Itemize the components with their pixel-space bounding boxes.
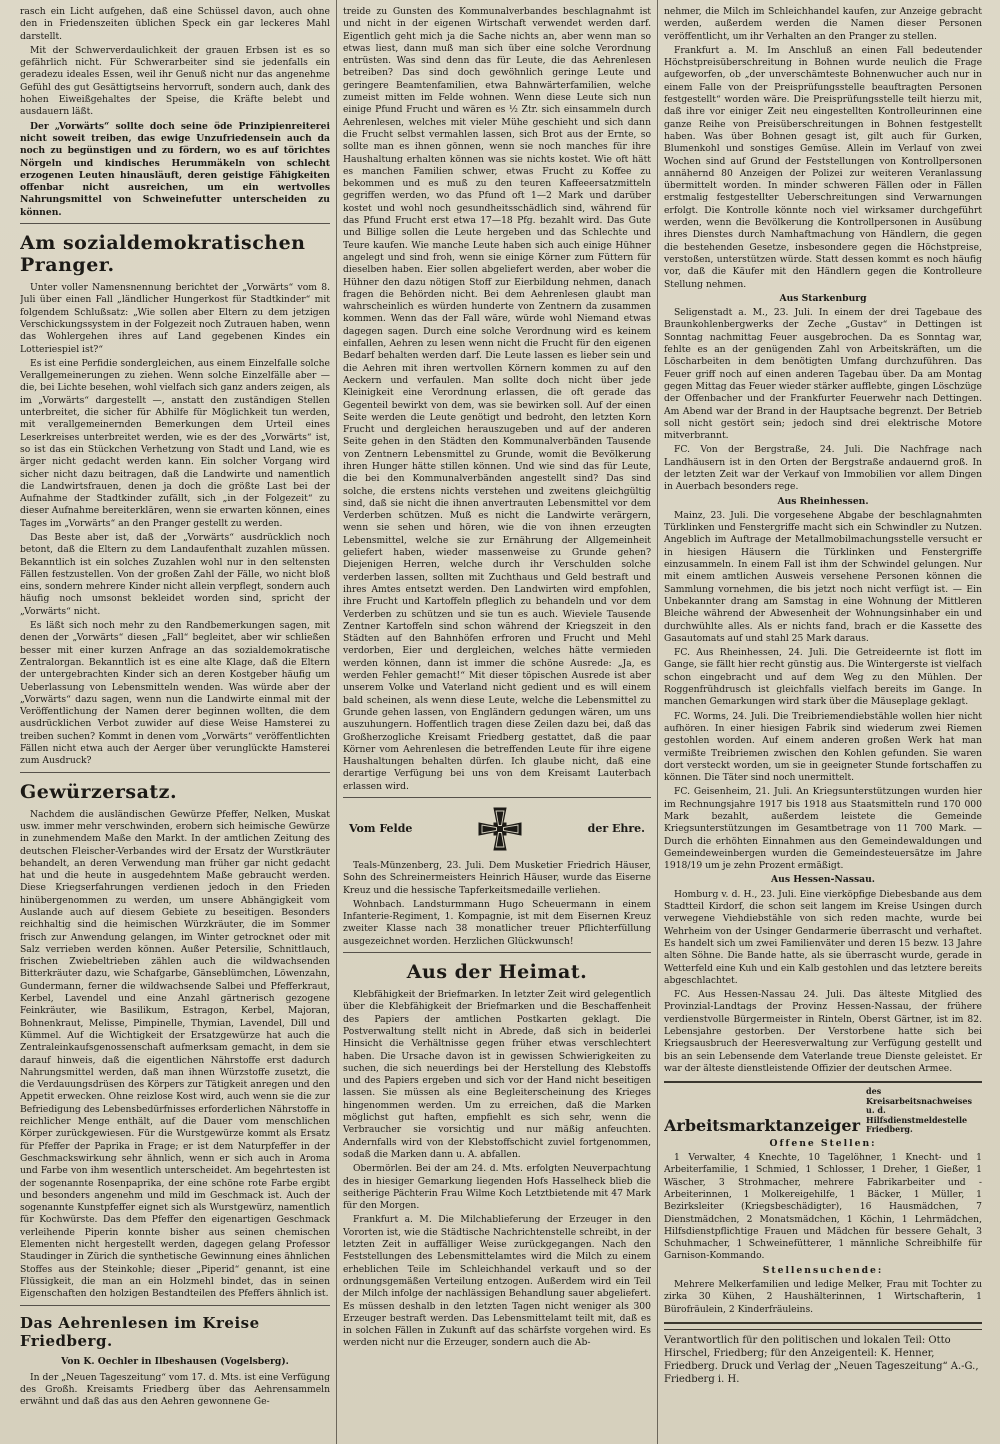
column-left <box>20 6 330 1436</box>
ad-section-heading: Stellensuchende: <box>762 1264 884 1276</box>
paragraph: Frankfurt a. M. Im Anschluß an einen Fall bedeutender Höchstpreisüberschreitung in Bohnen wurde neulich die Frage aufgeworfen, ob „der unverschämteste Bohnenwucher auch nur in einem Falle von der Preisprüfungsstelle beauftragten Personen festgestellt“ worden wäre. Die Preisprüfungsstelle teilt hierzu mit, daß ihre vor einiger Zeit neu eingestellten Kontrolleurinnen eine ganze Reihe von Preisüberschreitungen in Bohnen festgestellt haben. Was über Bohnen gesagt ist, gilt auch für Gurken, Blumenkohl und sonstiges Gemüse. Allein im Verlauf von zwei Wochen sind auf Grund der Feststellungen von Kontrollpersonen annähernd 80 Anzeigen der Polizei zur weiteren Veranlassung übermittelt worden. In minder schweren Fällen oder in Fällen erstmalig festgestellter Ueberschreitungen sind Verwarnungen erfolgt. Die Kontrolle könnte noch viel wirksamer durchgeführt werden, wenn die Bevölkerung die Kontrollpersonen in Ausübung ihres Dienstes durch Namhaftmachung von Händlern, die gegen die bestehenden Gesetze, insbesondere gegen die Höchstpreise, verstoßen, unterstützen würde. Statt dessen kommt es noch häufig vor, daß die Käufer mit den Händlern gegen die Kontrolleure Stellung nehmen. <box>664 44 982 290</box>
paragraph: FC. Von der Bergstraße, 24. Juli. Die Nachfrage nach Landhäusern ist in den Orten der Bergstraße andauernd groß. In der letzten Zeit war der Verkauf von Immobilien vor allem Dingen in Auerbach besonders rege. <box>664 444 982 493</box>
column-divider <box>336 0 337 1444</box>
ad-subtitle-line: des Kreisarbeitsnachweises u. d. <box>866 1086 972 1116</box>
paragraph: Der „Vorwärts“ sollte doch seine öde Prinzipienreiterei nicht soweit treiben, das ewige Unzufriedensein auch da noch zu begünstigen und zu fördern, wo es auf törichtes Nörgeln und kindisches Herummäkeln von schlecht erzogenen Leuten hinausläuft, deren geistige Fähigkeiten offenbar nicht ausreichen, um ein wertvolles Nahrungsmittel von Schweinefutter unterscheiden zu können. <box>20 120 330 218</box>
ad-paragraph: Mehrere Melkerfamilien und ledige Melker, Frau mit Tochter zu zirka 30 Kühen, 2 Haushälterinnen, 1 Wirtschafterin, 1 Bürofräulein, 2 Kinderfräuleins. <box>664 1279 982 1315</box>
ad-subtitle <box>866 1087 982 1135</box>
section-rule <box>20 223 330 224</box>
ad-subtitle-line: Hilfsdienstmeldestelle Friedberg. <box>866 1114 968 1135</box>
paragraph: FC. Aus Hessen-Nassau 24. Juli. Das älteste Mitglied des Provinzial-Landtags der Provinz Hessen-Nassau, der frühere verdienstvolle Bürgermeister in Rinteln, Oberst Gärtner, ist im 82. Lebensjahre gestorben. Der Verstorbene hatte sich bei Kriegsausbruch der Heeresverwaltung zur Verfügung gestellt und bis an sein Lebensende dem Vaterlande treue Dienste geleistet. Er war der älteste dienstleistende Offizier der deutschen Armee. <box>664 989 982 1074</box>
paragraph: FC. Worms, 24. Juli. Die Treibriemendiebstähle wollen hier nicht aufhören. In einer hiesigen Fabrik sind wiederum zwei Riemen gestohlen worden. Auf einem anderen großen Werk hat man vermißte Treibriemen zwischen den Kohlen gefunden. Sie waren dort versteckt worden, um sie in geeigneter Stunde fortschaffen zu können. Die Täter sind noch unermittelt. <box>664 710 982 784</box>
paragraph: In der „Neuen Tageszeitung“ vom 17. d. Mts. ist eine Verfügung des Großh. Kreisamts Friedberg über das Aehrensammeln erwähnt und daß das aus den Aehren gewonnene Ge- <box>20 1371 330 1408</box>
paragraph: Homburg v. d. H., 23. Juli. Eine vierköpfige Diebesbande aus dem Stadtteil Kirdorf, die schon seit langem im Kreise Usingen durch verwegene Viehdiebstähle von sich reden machte, wurde bei Wehrheim von der Usinger Gendarmerie überrascht und verhaftet. Es handelt sich um zwei Familienväter und deren 15 bezw. 13 Jahre alten Söhne. Die Bande hatte, als sie überrascht wurde, gerade in Wetterfeld eine Kuh und ein Kalb gestohlen und das letztere bereits abgeschlachtet. <box>664 888 982 986</box>
paragraph: Frankfurt a. M. Die Milchablieferung der Erzeuger in den Vororten ist, wie die Städtische Nachrichtenstelle schreibt, in der letzten Zeit in auffälliger Weise zurückgegangen. Nach den Feststellungen des Lebensmittelamtes wird die Milch zu einem erheblichen Teile im Schleichhandel verkauft und so der ordnungsgemäßen Verteilung entzogen. Außerdem wird ein Teil der Milch infolge der nachlässigen Behandlung sauer abgeliefert. Es müssen deshalb in den letzten Tagen nicht weniger als 300 Erzeuger bestraft werden. Das Lebensmittelamt teilt mit, daß es in solchen Fällen in Zukunft auf das schärfste vorgehen wird. Es werden nicht nur die Erzeuger, sondern auch die Ab- <box>343 1214 651 1349</box>
paragraph: Das Beste aber ist, daß der „Vorwärts“ ausdrücklich noch betont, daß die Eltern zu dem Landaufenthalt zuzahlen müssen. Bekanntlich ist ein solches Zuzahlen wohl nur in den seltensten Fällen festzustellen. Von der großen Zahl der Fälle, wo nicht bloß eins, sondern mehrere Kinder nicht allein verpflegt, sondern auch häufig noch umsonst bekleidet worden sind, spricht der „Vorwärts“ nicht. <box>20 531 330 617</box>
iron-cross-icon <box>477 806 523 852</box>
headline-aus-der-heimat: Aus der Heimat. <box>406 961 588 984</box>
column-right <box>664 6 982 1436</box>
paragraph: treide zu Gunsten des Kommunalverbandes beschlagnahmt ist und nicht in der eigenen Wirtschaft verwendet werden darf. Eigentlich geht mich ja die Sache nichts an, aber wenn man so etwas liest, dann muß man sich über eine solche Verordnung entrüsten. Was sind denn das für Leute, die das Aehrenlesen betreiben? Das sind doch gewöhnlich geringe Leute und geringere Beamtenfamilien, etwa Bahnwärterfamilien, welche zumeist mitten im Felde wohnen. Wenn diese Leute sich nun einige Pfund Frucht und wären es ½ Ztr. sich einsammeln durch Aehrenlesen, welches mit vieler Mühe geschieht und sich dann die Frucht selbst vermahlen lassen, sich Brot aus der Ernte, so sollte man es ihnen gönnen, wenn sie noch manches für ihre Haushaltung erhalten können was sie nichts kostet. Wie oft hätt es manchen Familien schwer, etwas Frucht zu Koffee zu bekommen und es muß zu den teuren Kaffeeersatzmitteln gegriffen werden, wo das Pfund oft 1—2 Mark und darüber kostet und wohl noch gesundheitsschädlich sind, während für das Pfund Frucht erst etwa 17—18 Pfg. bezahlt wird. Das Gute und Billige sollen die Leute hergeben und das Schlechte und Teure kaufen. Wie manche Leute haben sich auch einige Hühner angelegt und sind froh, wenn sie einige Körner zum Füttern für dieselben haben. Eier sollen abgeliefert werden, aber wober die Hühner den dazu nötigen Stoff zur Eierbildung nehmen, danach fragen die Behörden nicht. Bei dem Aehrenlesen glaubt man wahrscheinlich es würden hunderte von Zentnern da zusammen kommen. Wenn das der Fall wäre, würde wohl Niemand etwas dagegen sagen. Durch eine solche Verordnung wird es keinem einfallen, Aehren zu lesen wenn nicht die Frucht für den eigenen Bedarf behalten werden darf. Die Leute lassen es lieber sein und die Aehren mit ihren wertvollen Körnern kommen zu auf den Aeckern und verfaulen. Man sollte doch nicht über jede Kleinigkeit eine Verordnung erlassen, die oft gerade das Gegenteil bewirkt von dem, was sie bewirken soll. Auf der einen Seite werden die Leute genötigt und bedroht, den letzten Korn Frucht und dergleichen herauszugeben und auf der anderen Seite gehen in den Städten den Kommunalverbänden Tausende von Zentnern Lebensmittel zu Grunde, womit die Bevölkerung ihren Hunger hätte stillen können. Und wie sind das für Leute, die bei den Kommunalverbänden angestellt sind? Das sind solche, die erstens nichts verstehen und zweitens gleichgültig sind, daß sie nicht die ihnen anvertrauten Lebensmittel vor dem Verderben schützen. Muß es nicht die Landwirte verärgern, wenn sie sehen und hören, wie die von ihnen erzeugten Lebensmittel, welche sie zur Ernährung der Allgemeinheit geliefert haben, wieder massenweise zu Grunde gehen? Diejenigen Herren, welche durch ihr Verschulden solche verderben lassen, sollten mit Zuchthaus und Geld bestraft und ihres Amtes entsetzt werden. Den Landwirten wird empfohlen, ihre Frucht und Kartoffeln pfleglich zu behandeln und vor dem Verderben zu schützen und sie tun es auch. Wieviele Tausende Zentner Kartoffeln sind schon während der Kriegszeit in den Städten auf den Bahnhöfen erfroren und Frucht und Mehl verdorben, Eier und dergleichen, welches hätte vermieden werden können, dann ist immer die schöne Ausrede: „Ja, es werden Fehler gemacht!“ Mit dieser töpischen Ausrede ist aber unserem Volke und Vaterland nicht gedient und es will einem bald scheinen, als wenn diese Leute, welche die Lebensmittel zu Grunde gehen lassen, von Engländern gedungen wären, um uns auszuhungern. Hoffentlich tragen diese Zeilen dazu bei, daß das Großherzogliche Kreisamt Friedberg gestattet, daß die paar Körner vom Aehrenlesen die betreffenden Leute für ihre eigene Haushaltungen behalten dürfen. Ich glaube nicht, daß eine derartige Verfügung bei uns von dem Kreisamt Lauterbach erlassen wird. <box>343 6 651 792</box>
section-header-feld-der-ehre <box>349 806 645 852</box>
headline-gewuerzersatz: Gewürzersatz. <box>20 780 178 803</box>
paragraph: FC. Aus Rheinhessen, 24. Juli. Die Getreideernte ist flott im Gange, sie fällt hier recht günstig aus. Die Wintergerste ist vielfach schon eingebracht und auf dem Weg zu den Mühlen. Der Roggenfrühdrusch ist gleichfalls vielfach bereits im Gange. In manchen Gemarkungen wird stark über die Mäuseplage geklagt. <box>664 647 982 708</box>
section-rule <box>20 772 330 773</box>
section-rule <box>343 952 651 953</box>
paragraph: nehmer, die Milch im Schleichhandel kaufen, zur Anzeige gebracht werden, außerdem werden die Namen dieser Personen veröffentlicht, um ihr Verhalten an den Pranger zu stellen. <box>664 6 982 42</box>
headline-pranger: Am sozialdemokratischen Pranger. <box>20 232 306 277</box>
column-middle <box>343 6 651 1436</box>
ad-title: Arbeitsmarktanzeiger <box>664 1115 861 1135</box>
headline-aehrenlesen: Das Aehrenlesen im Kreise Friedberg. <box>20 1313 260 1350</box>
paragraph: Mainz, 23. Juli. Die vorgesehene Abgabe der beschlagnahmten Türklinken und Fenstergriffe macht sich ein Schwindler zu Nutzen. Angeblich im Auftrage der Metallmobilmachungsstelle versucht er in hiesigen Häusern die Türklinken und Fenstergriffe einzusammeln. In einem Fall ist ihm der Schwindel gelungen. Nur mit einem amtlichen Ausweis versehene Personen können die Sammlung vornehmen, die bis jetzt noch nicht verfügt ist. — Ein Unbekannter drang am Samstag in eine Wohnung der Mittleren Bleiche während der Abwesenheit der Wohnungsinhaber ein und durchwühlte alles. Als er nichts fand, brach er die Kassette des Gasautomats auf und stahl 25 Mark daraus. <box>664 509 982 644</box>
section-rule <box>343 797 651 798</box>
paragraph: Klebfähigkeit der Briefmarken. In letzter Zeit wird gelegentlich über die Klebfähigkeit der Briefmarken und die Beschaffenheit des Papiers der amtlichen Postkarten geklagt. Die Postverwaltung stellt nicht in Abrede, daß sich in beiderlei Hinsicht die Verhältnisse gegen früher etwas verschlechtert haben. Die Ursache davon ist in gewissen Schwierigkeiten zu suchen, die sich neuerdings bei der Herstellung des Klebstoffs und des Papiers ergeben und sich vor der Hand nicht beseitigen lassen. Sie müssen als eine Begleiterscheinung des Krieges hingenommen werden. Um zu erreichen, daß die Marken möglichst gut haften, empfiehlt es sich sehr, wenn die Verbraucher sie vorsichtig und nur mäßig anfeuchten. Andernfalls wird von der Klebstoffschicht zuviel fortgenommen, sodaß die Marken dann u. A. abfallen. <box>343 989 651 1160</box>
section-header-left: Vom Felde <box>349 821 413 835</box>
paragraph: Wohnbach. Landsturmmann Hugo Scheuermann in einem Infanterie-Regiment, 1. Kompagnie, ist mit dem Eisernen Kreuz zweiter Klasse nach 38 monatlicher treuer Pflichterfüllung ausgezeichnet worden. Herzlichen Glückwunsch! <box>343 898 651 947</box>
ad-header <box>664 1087 982 1135</box>
paragraph: Seligenstadt a. M., 23. Juli. In einem der drei Tagebaue des Braunkohlenbergwerks der Zeche „Gustav“ in Dettingen ist Sonntag nachmittag Feuer ausgebrochen. Da es Sonntag war, fehlte es an der genügenden Zahl von Arbeitskräften, um die Löscharbeiten in dem benötigten Umfang durchzuführen. Das Feuer griff noch auf einen anderen Tagebau über. Da am Montag gegen Mittag das Feuer wieder stärker aufflebte, gingen Löschzüge der Offenbacher und der Frankfurter Feuerwehr nach Dettingen. Am Abend war der Brand in der Hauptsache begrenzt. Der Betrieb soll nicht gestört sein; jedoch sind drei elektrische Motore mitverbrannt. <box>664 307 982 442</box>
ad-paragraph: 1 Verwalter, 4 Knechte, 10 Tagelöhner, 1 Knecht- und 1 Arbeiterfamilie, 1 Schmied, 1 Schlosser, 1 Dreher, 1 Gießer, 1 Wäscher, 3 Strohmacher, mehrere Fabrikarbeiter und -Arbeiterinnen, 1 Molkereigehilfe, 1 Bäcker, 1 Müller, 1 Bezirksleiter (Kriegsbeschädigter), 16 Hausmädchen, 7 Dienstmädchen, 2 Monatsmädchen, 1 Köchin, 1 Lehrmädchen, Hilfsdienstpflichtige Frauen und Mädchen für bessere Gehalt, 3 Schuhmacher, 1 Schweinefütterer, 1 männliche Schreibhilfe für Garnison-Kommando. <box>664 1152 982 1262</box>
region-heading: Aus Hessen-Nassau. <box>771 874 875 886</box>
ad-section-heading: Offene Stellen: <box>769 1137 877 1149</box>
section-rule <box>20 1305 330 1306</box>
section-header-right: der Ehre. <box>587 821 645 835</box>
column-divider <box>657 0 658 1444</box>
paragraph: Es läßt sich noch mehr zu den Randbemerkungen sagen, mit denen der „Vorwärts“ diesen „Fall“ begleitet, aber wir schließen besser mit einer kurzen Anfrage an das sozialdemokratische Zentralorgan. Bekanntlich ist es eine alte Klage, daß die Eltern der untergebrachten Kinder sich an deren Kostgeber häufig um Ueberlassung von Lebensmitteln wenden. Was würde aber der „Vorwärts“ dazu sagen, wenn nun die Landwirte einmal mit der Veröffentlichung der Namen derer beginnen wollten, die dem ausdrücklichen Verbot zuwider auf diese Weise Hamsterei zu treiben suchen? Kommt in denen vom „Vorwärts“ veröffentlichten Fällen nicht etwa auch der Aerger über verunglückte Hamsterei zum Ausdruck? <box>20 620 330 767</box>
imprint: Verantwortlich für den politischen und lokalen Teil: Otto Hirschel, Friedberg; für den Anzeigenteil: K. Henner, Friedberg. Druck und Verlag der „Neuen Tageszeitung“ A.-G., Friedberg i. H. <box>664 1329 982 1386</box>
paragraph: Obermörlen. Bei der am 24. d. Mts. erfolgten Neuverpachtung des in hiesiger Gemarkung liegenden Hofs Hasselheck blieb die seitherige Pächterin Frau Wilme Koch Letztbietende mit 47 Mark für den Morgen. <box>343 1163 651 1212</box>
paragraph: Teals-Münzenberg, 23. Juli. Dem Musketier Friedrich Häuser, Sohn des Schreinermeisters Heinrich Häuser, wurde das Eiserne Kreuz und die hessische Tapferkeitsmedaille verliehen. <box>343 860 651 896</box>
paragraph: rasch ein Licht aufgehen, daß eine Schüssel davon, auch ohne den in Friedenszeiten üblichen Speck ein gar leckeres Mahl darstellt. <box>20 6 330 42</box>
paragraph: Nachdem die ausländischen Gewürze Pfeffer, Nelken, Muskat usw. immer mehr verschwinden, erobern sich heimische Gewürze in zunehmendem Maße den Markt. In der amtlichen Zeitung des deutschen Fleischer-Verbandes wird der Ersatz der Wurstkräuter behandelt, an deren Verwendung man früher gar nicht gedacht hat und die heute in ausgedehntem Maße gebraucht werden. Diese Kriegserfahrungen verdienen jedoch in den Frieden hinübergenommen zu werden, um unsere Abhängigkeit vom Auslande auch auf diesem Gebiete zu beseitigen. Besonders reichhaltig sind die heimischen Würzkräuter, die im Sommer frisch zur Anwendung gelangen, im Winter getrocknet oder mit Salz verrieben werden können. Außer Petersilie, Schnittlauch, frischen Zwiebeltrieben zählen auch die wildwachsenden Bitterkräuter dazu, wie Schafgarbe, Gänseblümchen, Löwenzahn, Gundermann, ferner die wildwachsende Salbei und Pfefferkraut, Kerbel, Lavendel und eine Anzahl gärtnerisch gezogene Feinkräuter, wie Basilikum, Estragon, Kerbel, Majoran, Bohnenkraut, Melisse, Pimpinelle, Thymian, Lavendel, Dill und Kümmel. Auf die Wichtigkeit der Ersatzgewürze hat auch die Zentraleinkaufsgenossenschaft aufmerksam gemacht, in dem sie darauf hinweis, daß die eigentlichen Nährstoffe erst dadurch Nahrungsmittel werden, daß man ihnen Würzstoffe zusetzt, die die Verdauungsdrüsen des Körpers zur Tätigkeit anregen und den Appetit erwecken. Ohne reizlose Kost wird, auch wenn sie die zur Befriedigung des Lebensbedürfnisses erforderlichen Nährstoffe in reichlicher Menge enthält, auf die Dauer vom menschlichen Körper zurückgewiesen. Für die Wurstgewürze kommt als Ersatz für Pfeffer der Paprika in Frage; er ist dem Naturpfeffer in der Geschmackswirkung sehr ähnlich, wenn er sich auch in Aroma und Farbe von ihm wesentlich unterscheidet. Am begehrtesten ist der sogenannte Rosenpaprika, der eine schöne rote Farbe ergibt und besonders angenehm und mild im Geschmack ist. Auch der sogenannte Kunstpfeffer eignet sich als Wurstgewürz, namentlich für Kochwürste. Das dem Pfeffer den eigenartigen Geschmack verleihende Piperin konnte bisher aus seinen chemischen Elementen nicht hergestellt werden, dagegen gelang Professor Staudinger in Zürich die synthetische Gewinnung eines ähnlichen Stoffes aus der Steinkohle; dieser „Piperid“ genannt, ist eine Flüssigkeit, die man an ein Holzmehl bindet, das in seinen Eigenschaften den holzigen Bestandteilen des Pfeffers ähnlich ist. <box>20 808 330 1300</box>
region-heading: Aus Rheinhessen. <box>777 495 869 507</box>
region-heading: Aus Starkenburg <box>779 292 867 304</box>
byline: Von K. Oechler in Ilbeshausen (Vogelsberg). <box>61 1355 289 1367</box>
paragraph: FC. Geisenheim, 21. Juli. An Kriegsunterstützungen wurden hier im Rechnungsjahre 1917 bis 1918 aus Staatsmitteln rund 170 000 Mark bezahlt, außerdem leistete die Gemeinde Kriegsunterstützungen im Gesamtbetrage von 11 700 Mark. — Durch die erhöhten Einnahmen aus den Gemeindewaldungen und Gemeindeweinbergen wurden die Gemeindesteuersätze im Jahre 1918/19 um je zehn Prozent ermäßigt. <box>664 786 982 872</box>
job-market-ad <box>664 1081 982 1324</box>
paragraph: Unter voller Namensnennung berichtet der „Vorwärts“ vom 8. Juli über einen Fall „ländlicher Hungerkost für Stadtkinder“ mit folgendem Schlußsatz: „Wie sollen aber Eltern zu dem jetzigen Verschickungssystem in der Folgezeit noch Zutrauen haben, wenn das Wohlergehen ihres auf Land gegebenen Kindes ein Lotteriespiel ist?“ <box>20 282 330 355</box>
paragraph: Mit der Schwerverdaulichkeit der grauen Erbsen ist es so gefährlich nicht. Für Schwerarbeiter sind sie jedenfalls ein geradezu ideales Essen, weil ihr Genuß nicht nur das angenehme Gefühl des gut Gesättigtseins hervorruft, sondern auch, dank des hohen Eiweißgehaltes der Speise, die Kräfte belebt und ausdauern läßt. <box>20 44 330 118</box>
paragraph: Es ist eine Perfidie sondergleichen, aus einem Einzelfalle solche Verallgemeinerungen zu ziehen. Wenn solche Einzelfälle aber — die, bei Lichte besehen, wohl vielfach sich ganz anders zeigen, als im „Vorwärts“ dargestellt —, anstatt den zuständigen Stellen unterbreitet, die sicher für Abhilfe für Möglichkeit tun werden, mit verallgemeinernden Bemerkungen dem Urteil eines Leserkreises unterbreitet werden, wie es der des „Vorwärts“ ist, so ist das ein Stückchen Verhetzung von Stadt und Land, wie es ärger nicht gedacht werden kann. Ein solcher Vorgang wird sicher nicht dazu beitragen, daß die Landwirte und namentlich die Landwirtsfrauen, denen ja doch die größte Last bei der Aufnahme der Stadtkinder zufällt, sich „in der Folgezeit“ zu dieser Aufnahme bereiterklären, wenn sie erwarten können, eines Tages im „Vorwärts“ an den Pranger gestellt zu werden. <box>20 357 330 529</box>
